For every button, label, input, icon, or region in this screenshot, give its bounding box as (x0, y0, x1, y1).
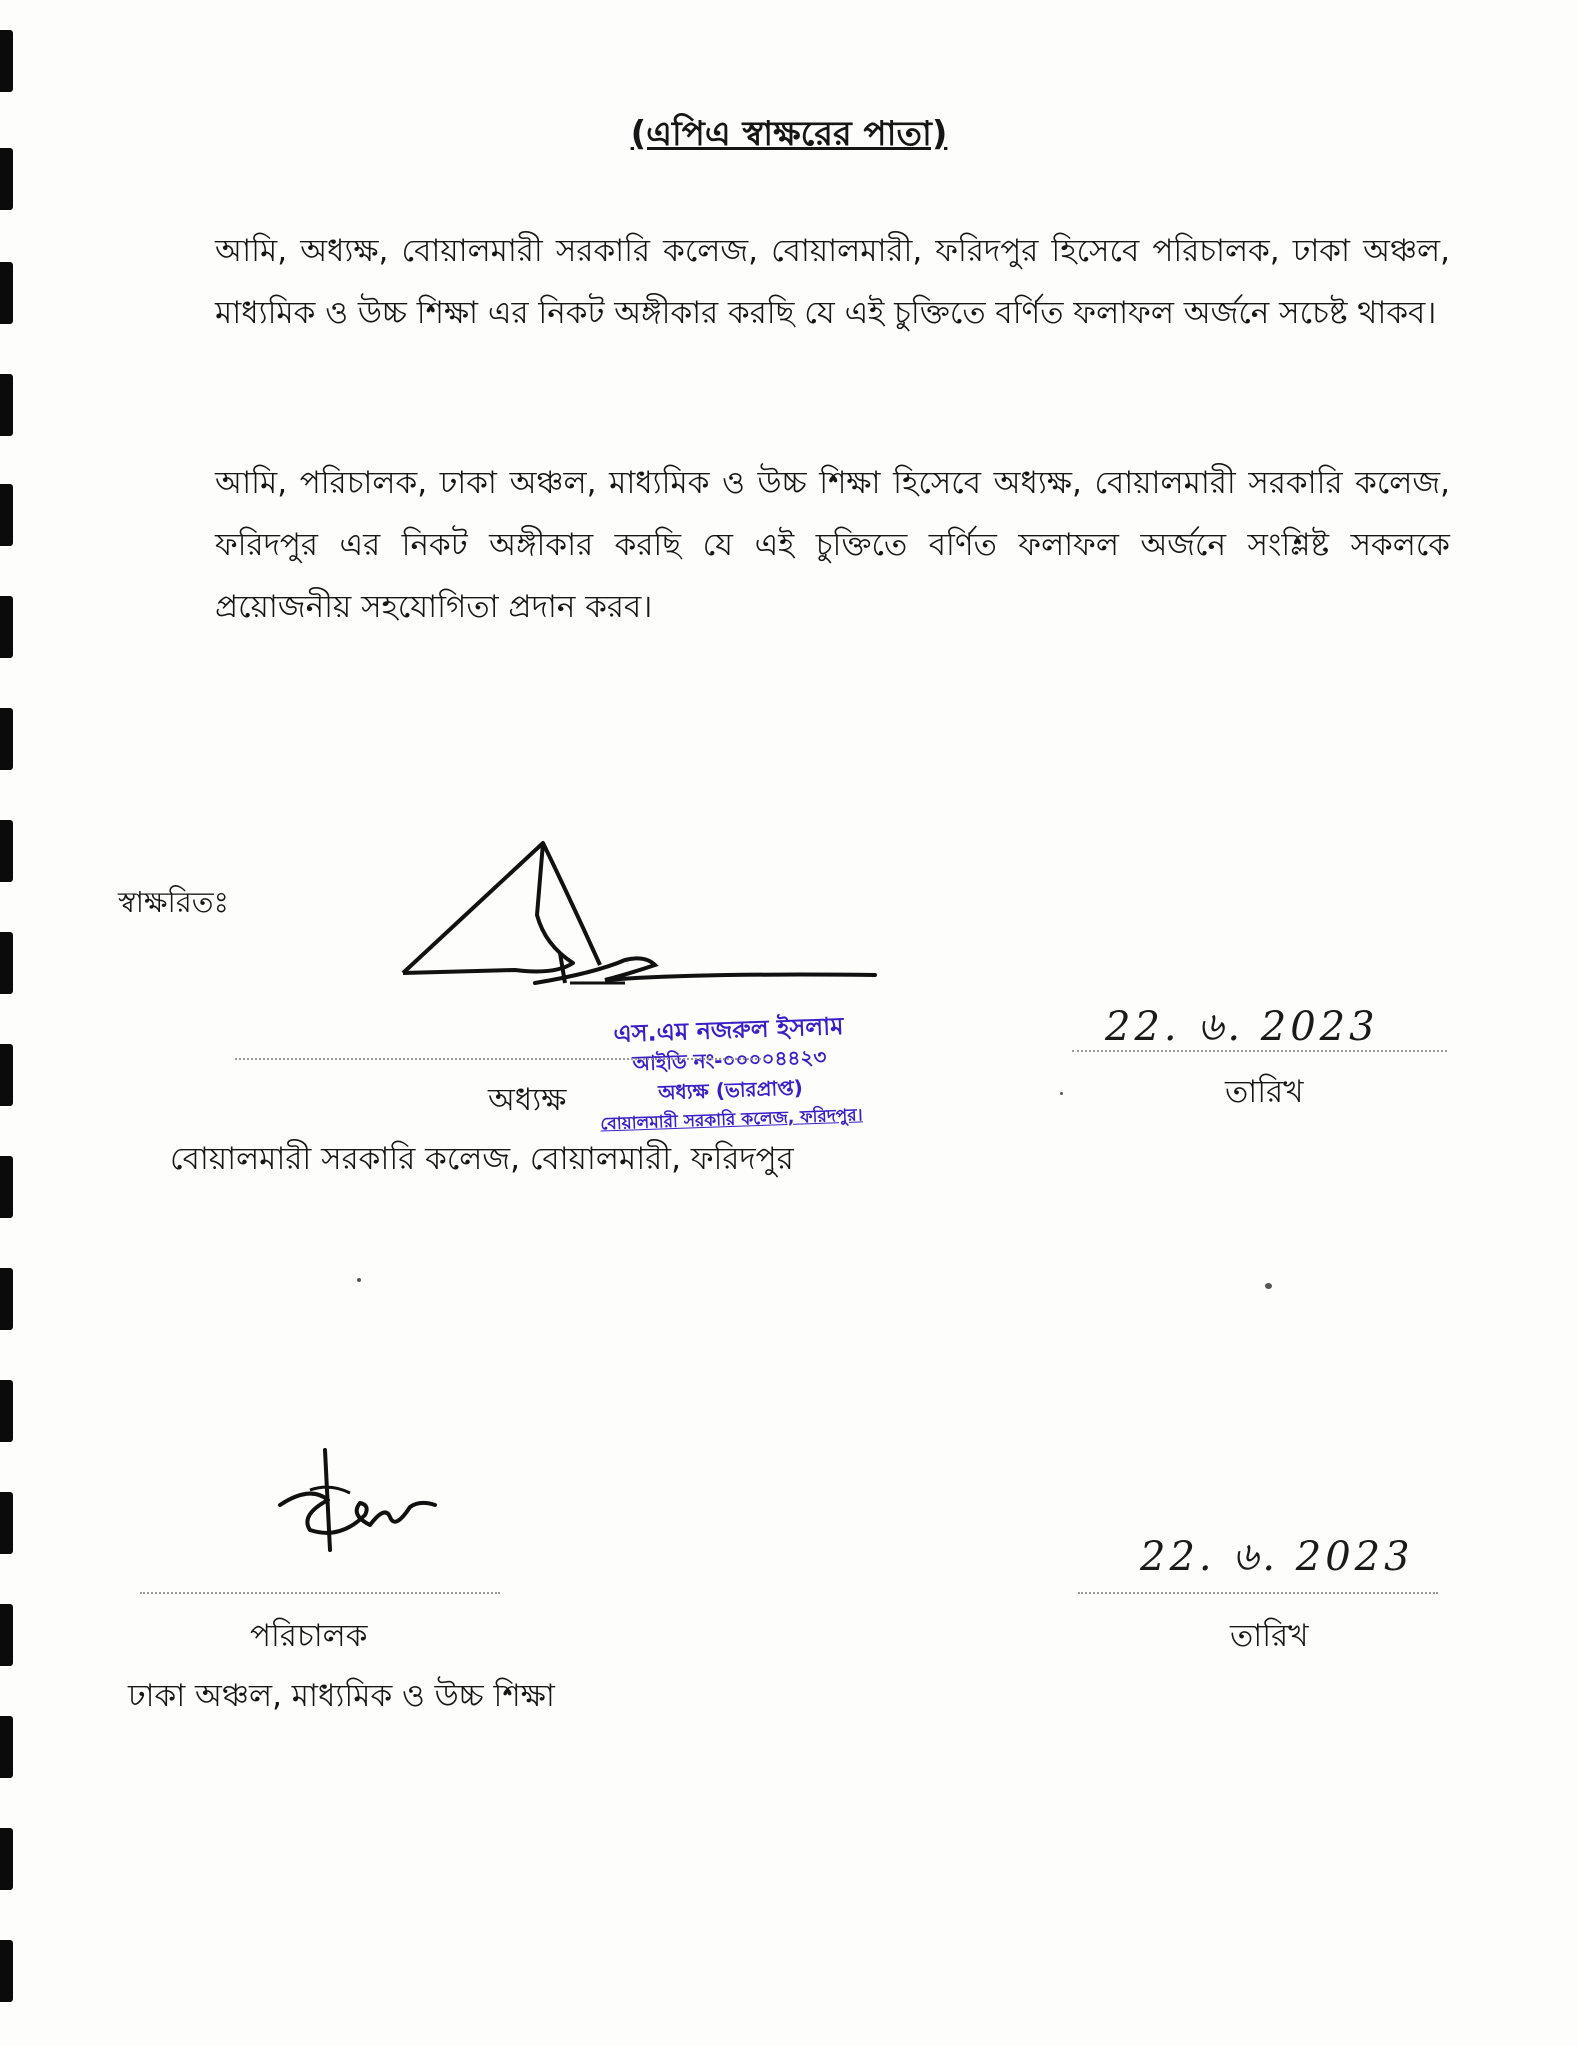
binding-hole (0, 1492, 13, 1554)
principal-seal (558, 1009, 902, 1141)
director-designation: পরিচালক (250, 1618, 368, 1654)
signed-label: স্বাক্ষরিতঃ (118, 885, 230, 919)
director-office: ঢাকা অঞ্চল, মাধ্যমিক ও উচ্চ শিক্ষা (128, 1678, 555, 1714)
binding-hole (0, 1044, 13, 1106)
director-date-line (1078, 1592, 1438, 1594)
seal-id: আইডি নং-০০০০৪৪২৩ (632, 1044, 827, 1076)
binding-hole (0, 820, 13, 882)
director-date-handwritten: 22. ৬. 2023 (1140, 1534, 1414, 1580)
binding-hole (0, 1268, 13, 1330)
binding-hole (0, 596, 13, 658)
scan-speck (357, 1278, 361, 1282)
principal-signature-line (235, 1058, 765, 1060)
binding-hole (0, 708, 13, 770)
director-signature-line (140, 1592, 500, 1594)
binding-holes (0, 0, 20, 2046)
director-signature (270, 1445, 450, 1565)
scan-speck (1060, 1092, 1063, 1095)
binding-hole (0, 1604, 13, 1666)
director-commitment-paragraph: আমি, পরিচালক, ঢাকা অঞ্চল, মাধ্যমিক ও উচ্চ শিক্ষা হিসেবে অধ্যক্ষ, বোয়ালমারী সরকারি কলেজ, ফরিদপুর এর নিকট অঙ্গীকার করছি যে এই চুক্তিতে বর্ণিত ফলাফল অর্জনে সংশ্লিষ্ট সকলকে প্রয়োজনীয় সহযোগিতা প্রদান করব। (215, 465, 1450, 625)
binding-hole (0, 484, 13, 546)
principal-date-line (1072, 1050, 1447, 1052)
principal-date-handwritten: 22. ৬. 2023 (1105, 1004, 1379, 1050)
seal-role: অধ্যক্ষ (ভারপ্রাপ্ত) (657, 1075, 804, 1105)
seal-org: বোয়ালমারী সরকারি কলেজ, ফরিদপুর। (600, 1105, 864, 1135)
principal-designation: অধ্যক্ষ (488, 1082, 567, 1118)
principal-commitment-paragraph: আমি, অধ্যক্ষ, বোয়ালমারী সরকারি কলেজ, বোয়ালমারী, ফরিদপুর হিসেবে পরিচালক, ঢাকা অঞ্চল, মাধ্যমিক ও উচ্চ শিক্ষা এর নিকট অঙ্গীকার করছি যে এই চুক্তিতে বর্ণিত ফলাফল অর্জনে সচেষ্ট থাকব। (215, 233, 1450, 331)
principal-institution: বোয়ালমারী সরকারি কলেজ, বোয়ালমারী, ফরিদপুর (170, 1141, 794, 1177)
binding-hole (0, 1156, 13, 1218)
binding-hole (0, 262, 13, 324)
seal-name: এস.এম নজরুল ইসলাম (612, 1012, 844, 1049)
principal-date-label: তারিখ (1225, 1074, 1304, 1110)
binding-hole (0, 932, 13, 994)
binding-hole (0, 30, 13, 92)
principal-signature (395, 835, 885, 1000)
page-title: (এপিএ স্বাক্ষরের পাতা) (630, 114, 948, 154)
binding-hole (0, 1940, 13, 2002)
binding-hole (0, 374, 13, 436)
binding-hole (0, 1828, 13, 1890)
binding-hole (0, 1716, 13, 1778)
binding-hole (0, 1380, 13, 1442)
director-date-label: তারিখ (1230, 1618, 1309, 1654)
scan-speck (1265, 1283, 1272, 1289)
